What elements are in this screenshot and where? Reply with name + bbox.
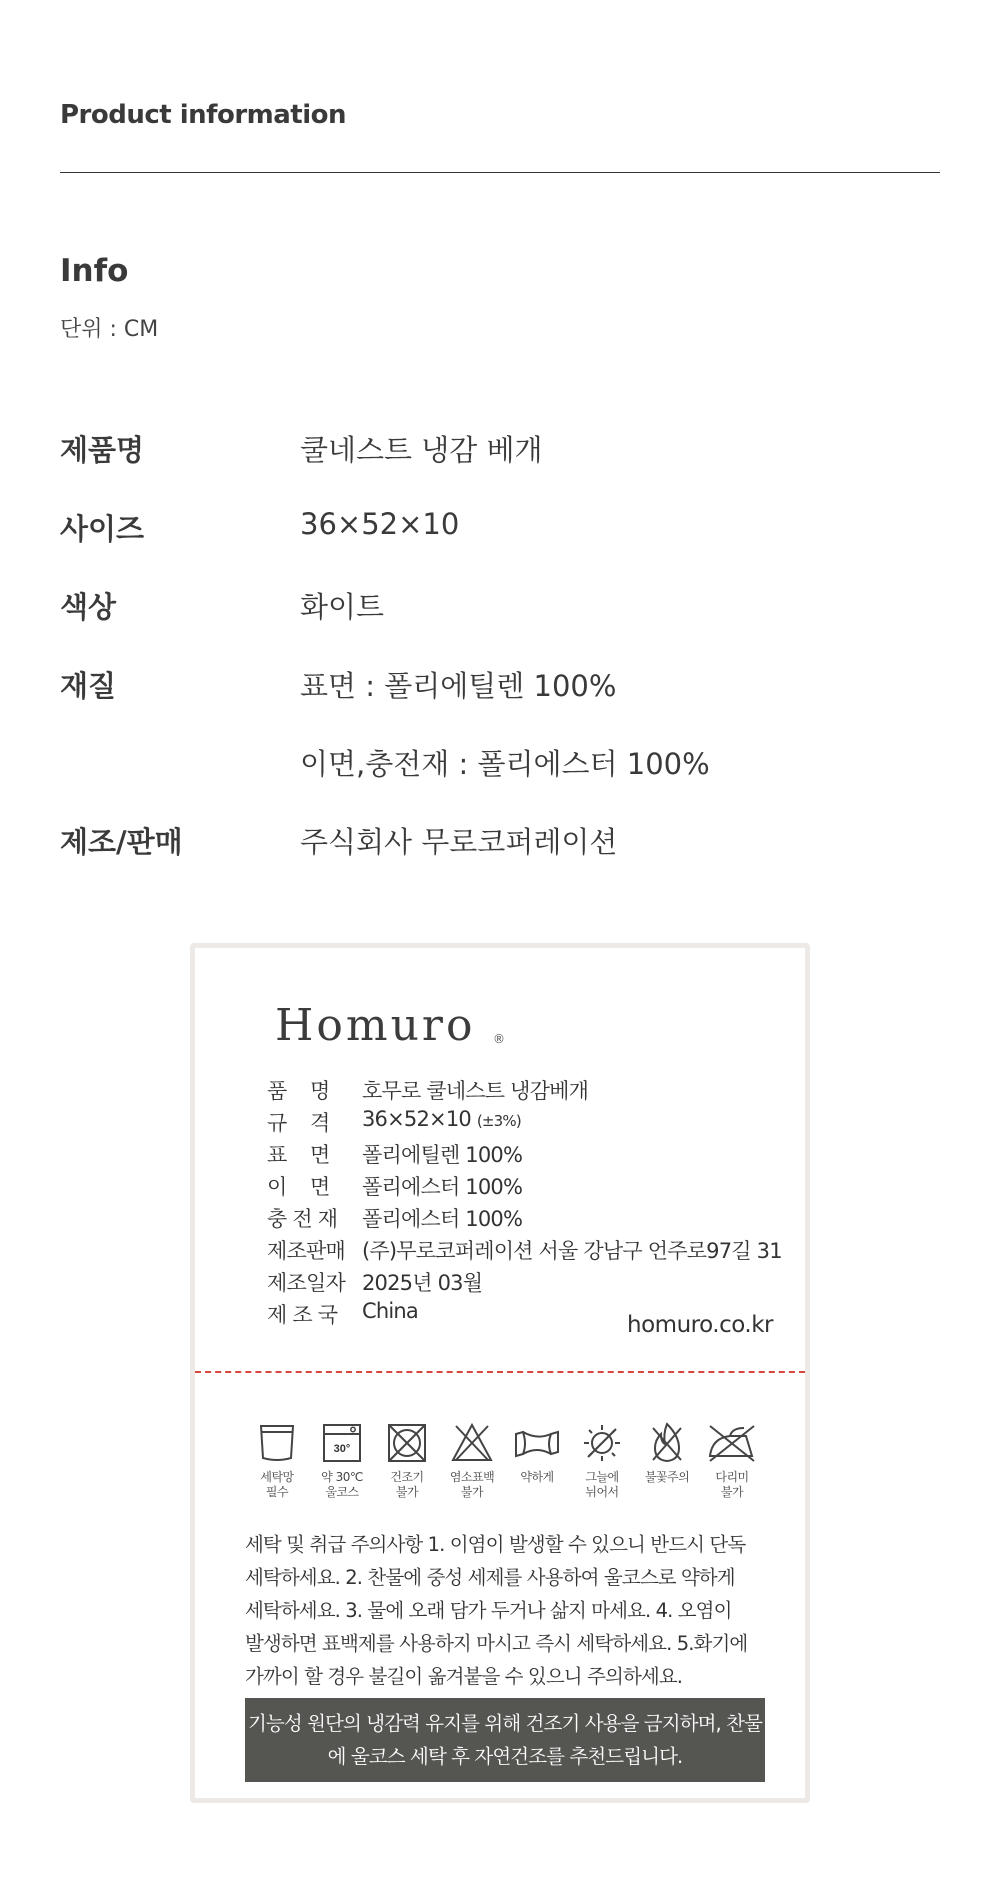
brand-logo: Homuro <box>275 1000 476 1051</box>
spec-value: 표면 : 폴리에틸렌 100% <box>300 669 617 703</box>
label-value: 폴리에틸렌 100% <box>362 1143 523 1167</box>
website-url: homuro.co.kr <box>627 1312 773 1338</box>
label-row <box>267 1075 747 1107</box>
label-key: 표 면 <box>267 1143 330 1167</box>
care-item <box>505 1422 569 1485</box>
care-label: 불꽃주의 <box>644 1470 690 1484</box>
label-row <box>267 1107 747 1139</box>
label-row <box>267 1171 747 1203</box>
care-item <box>440 1422 504 1500</box>
label-value: 폴리에스터 100% <box>362 1207 523 1231</box>
label-value: (주)무로코퍼레이션 서울 강남구 언주로97길 31 <box>362 1239 782 1263</box>
label-value: China <box>362 1299 418 1323</box>
spec-row-size <box>60 507 940 551</box>
tolerance-note: (±3%) <box>476 1112 521 1130</box>
spec-value: 이면,충전재 : 폴리에스터 100% <box>300 747 710 781</box>
care-label: 세탁망 필수 <box>260 1470 294 1499</box>
label-row <box>267 1267 747 1299</box>
label-value: 2025년 03월 <box>362 1271 483 1295</box>
spec-row-manufacturer <box>60 820 940 864</box>
label-value: 호무로 쿨네스트 냉감베개 <box>362 1079 589 1103</box>
size-value: 36×52×10 <box>362 1107 471 1131</box>
care-icon-row <box>245 1422 765 1514</box>
no-bleach-icon <box>450 1422 494 1464</box>
spec-value: 주식회사 무로코퍼레이션 <box>300 825 618 859</box>
no-tumble-dry-icon <box>385 1422 429 1464</box>
label-value: 폴리에스터 100% <box>362 1175 523 1199</box>
care-item <box>245 1422 309 1500</box>
info-heading: Info <box>60 253 129 289</box>
label-key: 제 조 국 <box>267 1303 338 1327</box>
label-spec-table <box>267 1075 782 1331</box>
unit-note: 단위 : CM <box>60 317 159 342</box>
label-key: 규 격 <box>267 1111 330 1135</box>
spec-key: 사이즈 <box>60 512 145 546</box>
spec-value: 쿨네스트 냉감 베개 <box>300 433 543 467</box>
care-label: 약하게 <box>520 1470 554 1484</box>
care-item <box>310 1422 374 1500</box>
label-key: 품 명 <box>267 1079 330 1103</box>
spec-row-product-name <box>60 428 940 472</box>
divider <box>60 172 940 173</box>
spec-key: 색상 <box>60 590 117 624</box>
label-key: 충 전 재 <box>267 1207 338 1231</box>
care-label: 그늘에 뉘어서 <box>585 1470 619 1499</box>
wash-temperature: 30° <box>333 1443 351 1455</box>
label-row <box>267 1235 782 1267</box>
spec-row-material <box>60 664 940 708</box>
section-title: Product information <box>60 100 347 130</box>
spec-key: 재질 <box>60 669 117 703</box>
laundry-net-icon <box>255 1422 299 1464</box>
label-key: 이 면 <box>267 1175 330 1199</box>
care-instructions: 세탁 및 취급 주의사항 1. 이염이 발생할 수 있으니 반드시 단독 세탁하세요. 2. 찬물에 중성 세제를 사용하여 울코스로 약하게 세탁하세요. 3. 물에 오래 담가 두거나 삶지 마세요. 4. 오염이 발생하면 표백제를 사용하지 마시고 즉시 세탁하세요. 5.화기에 가까이 할 경우 불길이 옮겨붙을 수 있으니 주의하세요. <box>245 1533 748 1688</box>
care-item <box>375 1422 439 1500</box>
care-label: 염소표백 불가 <box>449 1470 495 1499</box>
label-key: 제조판매 <box>267 1239 345 1263</box>
gentle-wring-icon <box>513 1422 561 1464</box>
care-label: 건조기 불가 <box>390 1470 424 1499</box>
no-iron-icon <box>706 1422 758 1464</box>
wash-30-icon <box>320 1422 364 1464</box>
dry-in-shade-icon <box>580 1422 624 1464</box>
care-item <box>570 1422 634 1500</box>
care-label: 다리미 불가 <box>715 1470 749 1499</box>
spec-row-material-inner <box>60 742 940 786</box>
registered-mark: ® <box>493 1032 505 1046</box>
spec-row-color <box>60 585 940 629</box>
label-key: 제조일자 <box>267 1271 345 1295</box>
label-row <box>267 1203 747 1235</box>
label-row <box>267 1139 747 1171</box>
product-label-card <box>190 943 810 1803</box>
fire-caution-icon <box>645 1422 689 1464</box>
drying-notice: 기능성 원단의 냉감력 유지를 위해 건조기 사용을 금지하며, 찬물에 울코스 세탁 후 자연건조를 추천드립니다. <box>245 1698 765 1782</box>
spec-value: 36×52×10 <box>300 507 460 541</box>
spec-key: 제조/판매 <box>60 825 183 859</box>
spec-value: 화이트 <box>300 590 385 624</box>
label-value <box>362 1107 521 1131</box>
care-item <box>635 1422 699 1485</box>
spec-key: 제품명 <box>60 433 145 467</box>
dashed-cut-line <box>195 1371 805 1373</box>
care-item <box>700 1422 764 1500</box>
care-label: 약 30℃ 울코스 <box>321 1470 363 1499</box>
